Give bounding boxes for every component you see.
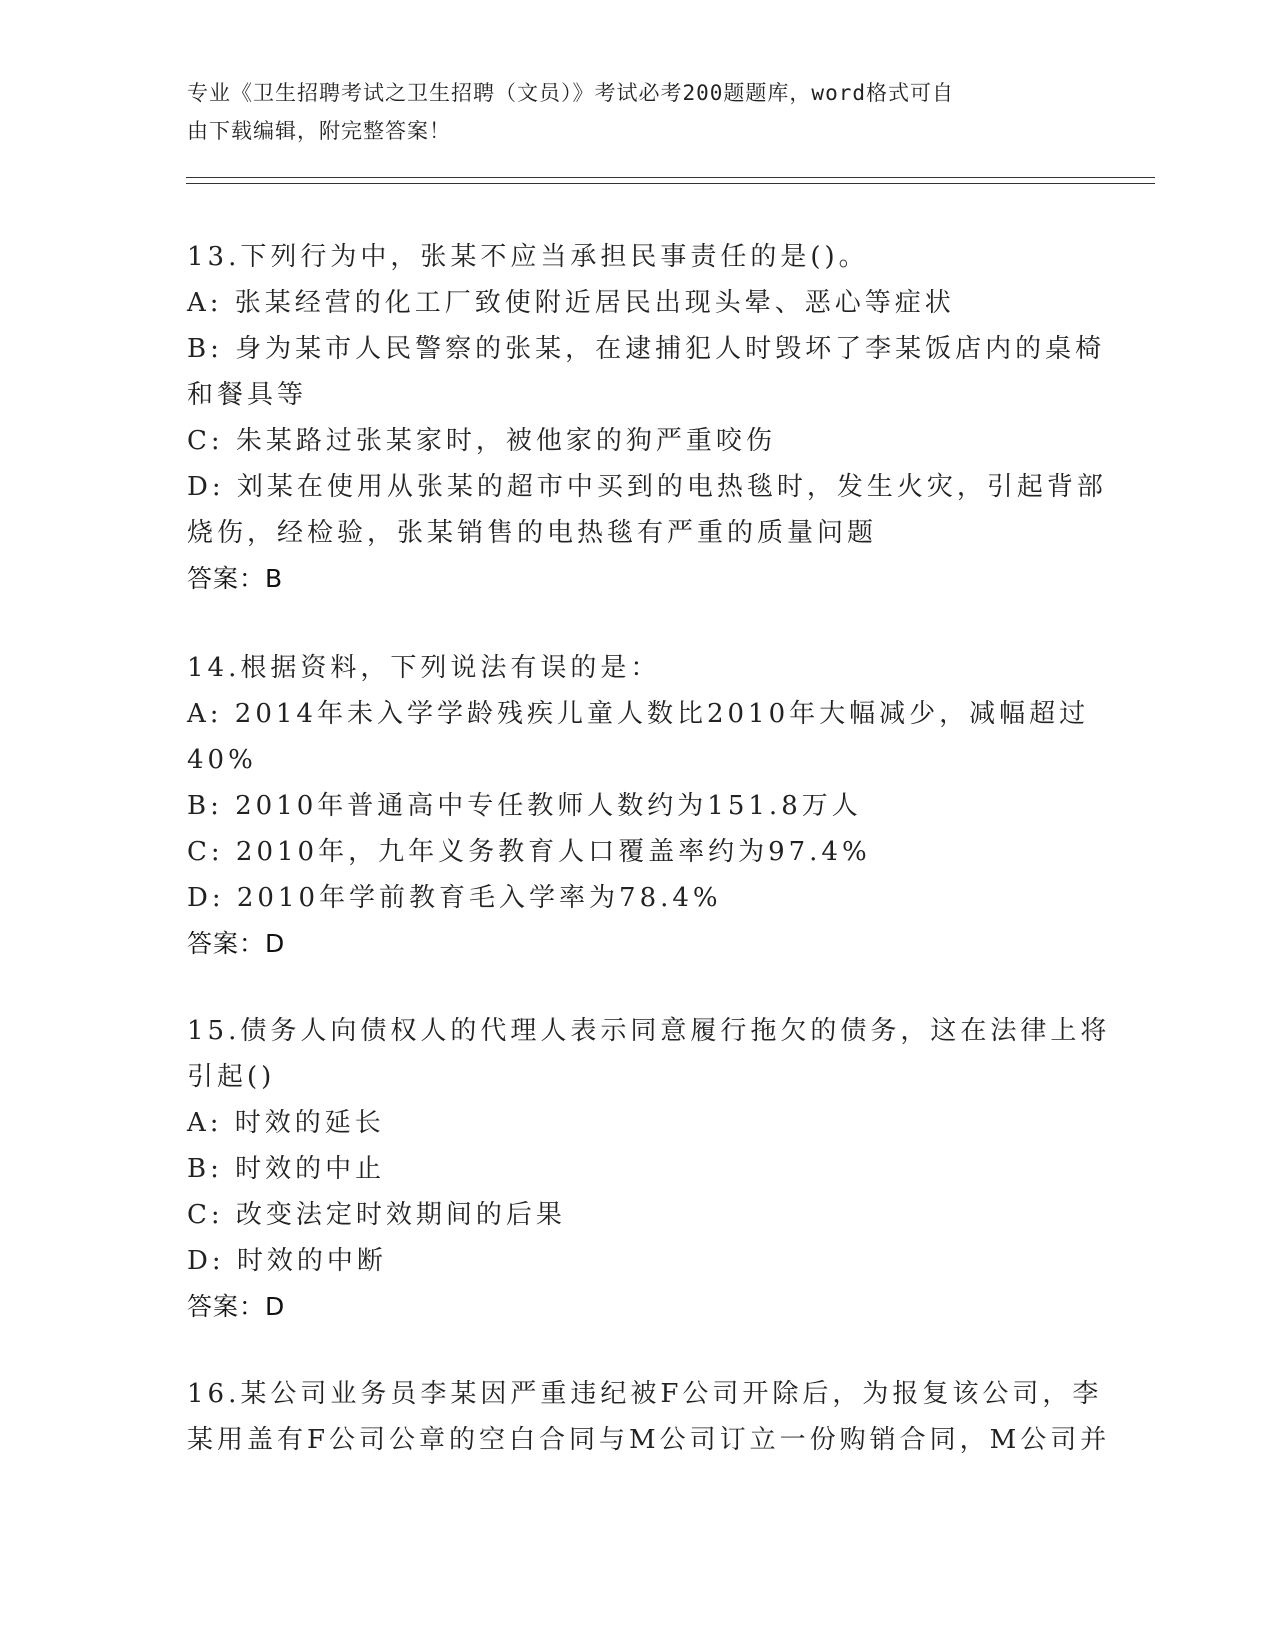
question-13 [187, 234, 1107, 602]
question-15-option-c: C: 改变法定时效期间的后果 [187, 1200, 566, 1230]
question-16-stem-cont: 某用盖有F公司公章的空白合同与M公司订立一份购销合同，M公司并 [187, 1425, 1111, 1455]
question-15-option-d: D: 时效的中断 [187, 1246, 387, 1276]
question-16-stem: 16.某公司业务员李某因严重违纪被F公司开除后，为报复该公司，李 [187, 1379, 1103, 1409]
question-13-stem: 13.下列行为中，张某不应当承担民事责任的是()。 [187, 242, 869, 272]
question-16 [187, 1371, 1111, 1463]
question-15-answer: 答案：D [187, 1292, 286, 1321]
question-13-option-d: D: 刘某在使用从张某的超市中买到的电热毯时，发生火灾，引起背部 [187, 472, 1107, 502]
question-15-option-b: B: 时效的中止 [187, 1154, 386, 1184]
question-14-option-c: C: 2010年，九年义务教育人口覆盖率约为97.4% [187, 837, 871, 867]
header-divider-bottom [186, 183, 1155, 184]
question-14-answer: 答案：D [187, 929, 286, 958]
question-14-option-a-cont: 40% [187, 745, 257, 775]
question-14 [187, 645, 1090, 967]
question-15-stem-cont: 引起() [187, 1062, 276, 1092]
question-14-option-d: D: 2010年学前教育毛入学率为78.4% [187, 883, 722, 913]
question-14-stem: 14.根据资料，下列说法有误的是： [187, 653, 661, 683]
question-13-option-b: B: 身为某市人民警察的张某，在逮捕犯人时毁坏了李某饭店内的桌椅 [187, 334, 1106, 364]
document-header [187, 74, 1067, 150]
question-13-option-d-cont: 烧伤，经检验，张某销售的电热毯有严重的质量问题 [187, 518, 878, 548]
header-line-1: 专业《卫生招聘考试之卫生招聘（文员）》考试必考200题题库，word格式可自 [187, 81, 954, 105]
question-15-option-a: A: 时效的延长 [187, 1108, 385, 1138]
question-13-option-a: A: 张某经营的化工厂致使附近居民出现头晕、恶心等症状 [187, 288, 955, 318]
question-15-stem: 15.债务人向债权人的代理人表示同意履行拖欠的债务，这在法律上将 [187, 1016, 1111, 1046]
question-15 [187, 1008, 1111, 1330]
header-divider-top [186, 177, 1155, 178]
question-13-option-c: C: 朱某路过张某家时，被他家的狗严重咬伤 [187, 426, 776, 456]
question-14-option-b: B: 2010年普通高中专任教师人数约为151.8万人 [187, 791, 862, 821]
header-line-2: 由下载编辑，附完整答案！ [187, 119, 451, 143]
question-14-option-a: A: 2014年未入学学龄残疾儿童人数比2010年大幅减少，减幅超过 [187, 699, 1090, 729]
question-13-answer: 答案：B [187, 564, 284, 593]
question-13-option-b-cont: 和餐具等 [187, 380, 308, 410]
